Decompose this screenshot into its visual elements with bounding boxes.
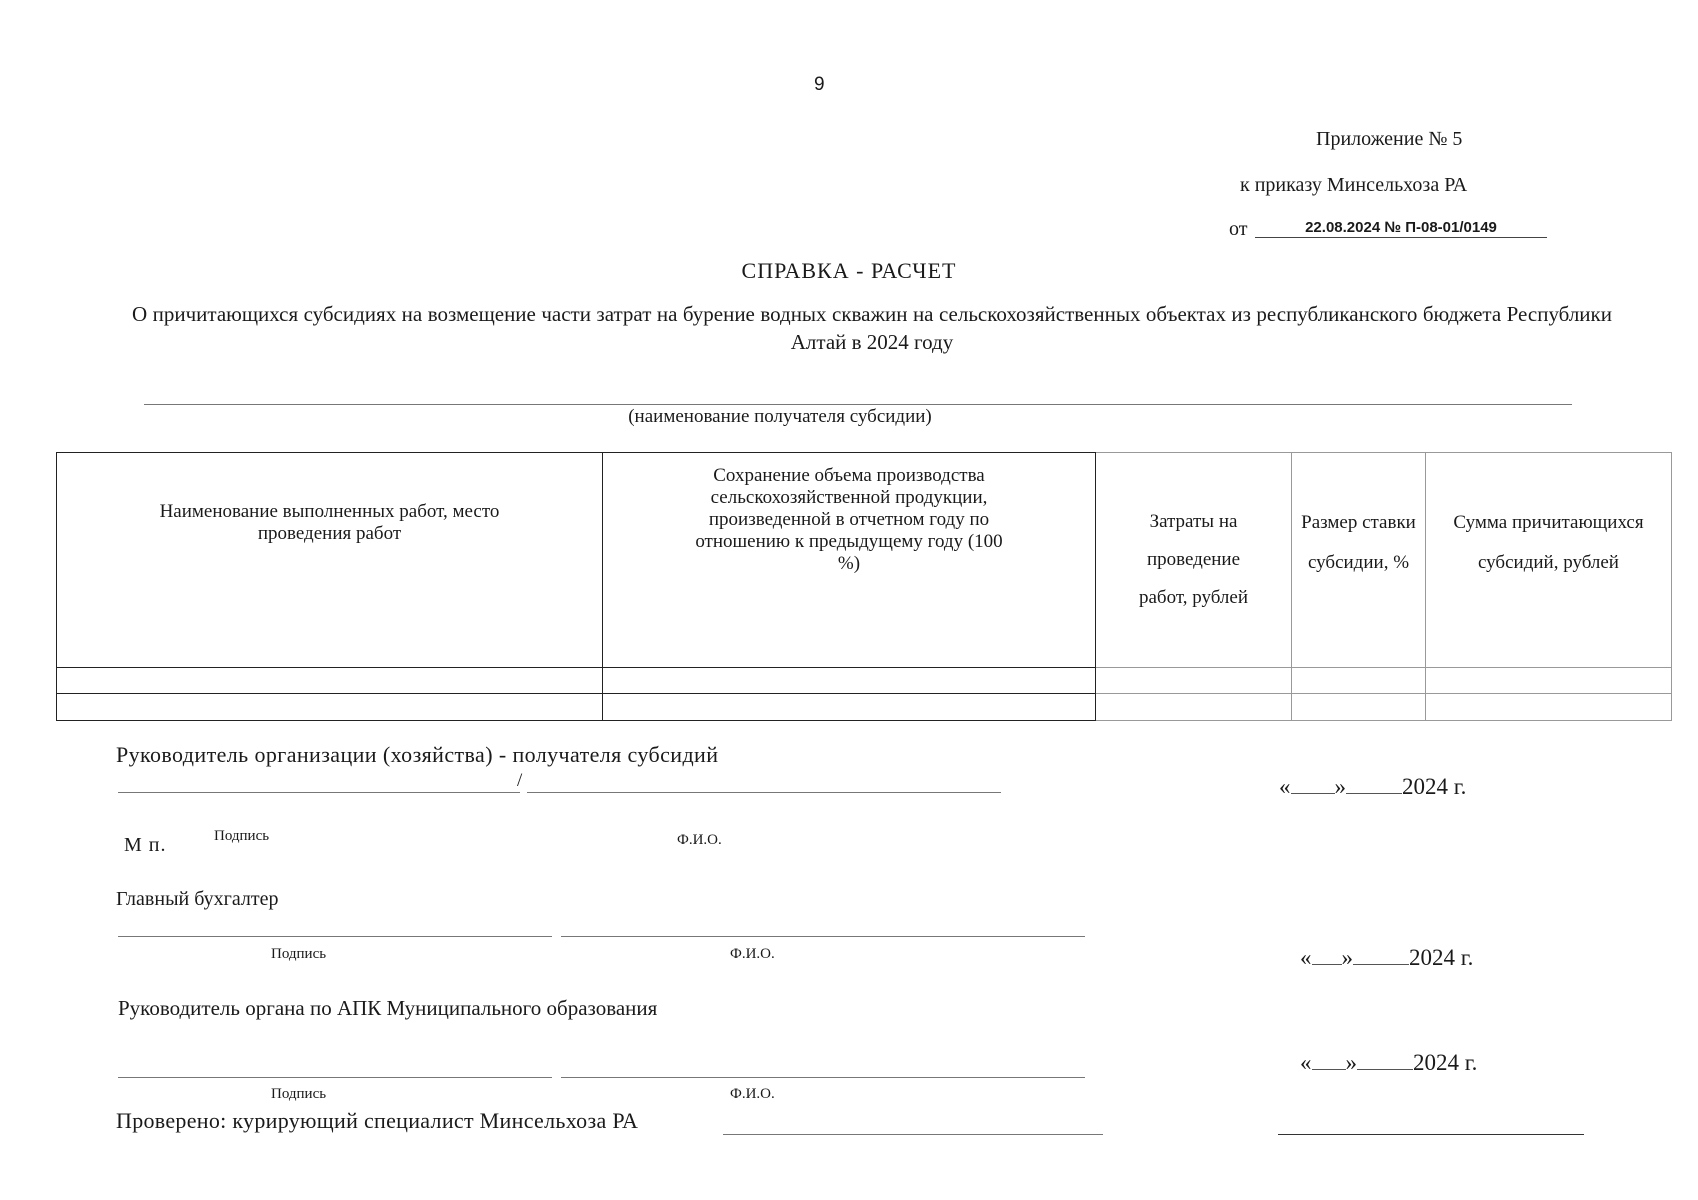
table-cell bbox=[603, 694, 1096, 721]
apk-date: « » 2024 г. bbox=[1300, 1050, 1478, 1075]
header-costs: Затраты на проведение работ, рублей bbox=[1096, 453, 1292, 668]
accountant-signature-label: Подпись bbox=[271, 946, 327, 962]
appendix-order: к приказу Минсельхоза РА bbox=[1240, 174, 1468, 196]
document-subject: О причитающихся субсидиях на возмещение части затрат на бурение водных скважин на сельскохозяйственных объектах из республиканского бюджета Республики Алтай в 2024 году bbox=[132, 302, 1612, 354]
table-cell bbox=[1292, 694, 1426, 721]
table-cell bbox=[1426, 694, 1672, 721]
accountant-title: Главный бухгалтер bbox=[116, 888, 279, 910]
table-cell bbox=[1096, 694, 1292, 721]
appendix-from-label: от bbox=[1229, 218, 1248, 240]
accountant-date: « » 2024 г. bbox=[1300, 945, 1474, 970]
accountant-signature-line bbox=[118, 936, 552, 937]
apk-fio-label: Ф.И.О. bbox=[730, 1086, 775, 1102]
seal-label: М п. bbox=[124, 834, 167, 856]
header-rate: Размер ставки субсидии, % bbox=[1292, 453, 1426, 668]
table-cell bbox=[57, 668, 603, 694]
recipient-caption: (наименование получателя субсидии) bbox=[628, 406, 932, 427]
head-signature-label: Подпись bbox=[214, 828, 270, 844]
header-work-name: Наименование выполненных работ, место проведения работ bbox=[57, 453, 603, 668]
recipient-line bbox=[144, 404, 1572, 405]
checked-signature-line bbox=[1278, 1134, 1584, 1135]
head-signature-line bbox=[118, 792, 520, 793]
header-preservation: Сохранение объема производства сельскохозяйственной продукции, произведенной в отчетном году по отношению к предыдущему году (100 %) bbox=[603, 453, 1096, 668]
table-cell bbox=[1096, 668, 1292, 694]
table-cell bbox=[603, 668, 1096, 694]
apk-signature-label: Подпись bbox=[271, 1086, 327, 1102]
head-date: « » 2024 г. bbox=[1279, 774, 1467, 799]
head-fio-line bbox=[527, 792, 1001, 793]
table-cell bbox=[57, 694, 603, 721]
apk-signature-line bbox=[118, 1077, 552, 1078]
head-fio-label: Ф.И.О. bbox=[677, 832, 722, 848]
appendix-number: Приложение № 5 bbox=[1316, 128, 1463, 150]
head-title: Руководитель организации (хозяйства) - получателя субсидий bbox=[116, 742, 719, 767]
accountant-fio-label: Ф.И.О. bbox=[730, 946, 775, 962]
calculation-table bbox=[56, 452, 1672, 721]
header-amount: Сумма причитающихся субсидий, рублей bbox=[1426, 453, 1672, 668]
order-date-number: 22.08.2024 № П-08-01/0149 bbox=[1255, 219, 1547, 238]
apk-fio-line bbox=[561, 1077, 1085, 1078]
table-cell bbox=[1426, 668, 1672, 694]
table-row bbox=[57, 694, 1672, 721]
document-title: СПРАВКА - РАСЧЕТ bbox=[741, 258, 957, 283]
table-header-row bbox=[57, 453, 1672, 668]
page-number: 9 bbox=[814, 74, 825, 95]
table-cell bbox=[1292, 668, 1426, 694]
checked-line bbox=[723, 1134, 1103, 1135]
slash-separator: / bbox=[517, 770, 523, 791]
accountant-fio-line bbox=[561, 936, 1085, 937]
table-row bbox=[57, 668, 1672, 694]
apk-title: Руководитель органа по АПК Муниципального образования bbox=[118, 996, 658, 1020]
checked-title: Проверено: курирующий специалист Минсельхоза РА bbox=[116, 1108, 639, 1133]
